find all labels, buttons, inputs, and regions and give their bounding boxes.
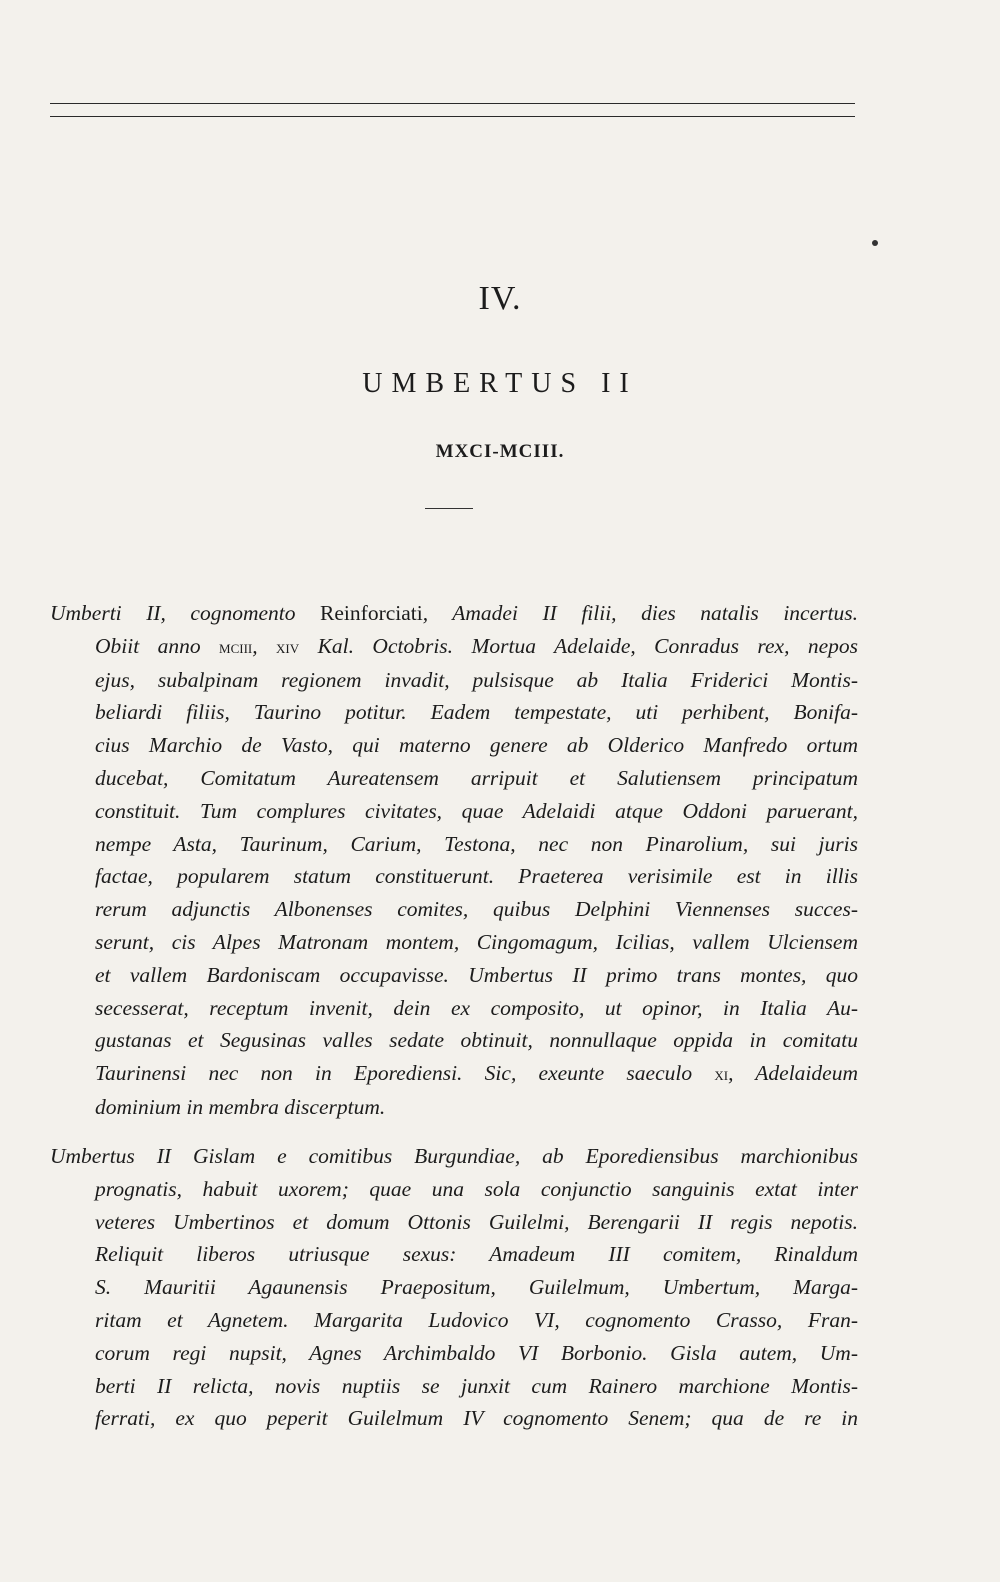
- text-line: et vallem Bardoniscam occupavisse. Umbertus II primo trans montes, quo: [95, 962, 858, 987]
- text-line: Umberti II, cognomento Reinforciati, Amadei II filii, dies natalis incertus.: [50, 601, 858, 625]
- title-divider: [425, 508, 473, 509]
- section-dates: MXCI-MCIII.: [435, 441, 565, 462]
- text-line: dominium in membra discerptum.: [95, 1094, 386, 1119]
- ink-dot: [872, 240, 878, 246]
- text-line: ejus, subalpinam regionem invadit, pulsisque ab Italia Friderici Montis-: [95, 667, 858, 692]
- text-line: factae, popularem statum constituerunt. Praeterea verisimile est in illis: [95, 864, 858, 889]
- text-line: veteres Umbertinos et domum Ottonis Guilelmi, Berengarii II regis nepotis.: [95, 1209, 858, 1234]
- text-line: ferrati, ex quo peperit Guilelmum IV cognomento Senem; qua de re in: [95, 1406, 858, 1431]
- paragraph-1: [50, 597, 858, 1124]
- section-title: UMBERTUS II: [362, 368, 638, 399]
- header-rule-bottom: [50, 116, 855, 117]
- text-line: Reliquit liberos utriusque sexus: Amadeum III comitem, Rinaldum: [95, 1242, 858, 1267]
- text-line: Umbertus II Gislam e comitibus Burgundiae, ab Eporediensibus marchionibus: [50, 1144, 858, 1168]
- text-line: corum regi nupsit, Agnes Archimbaldo VI Borbonio. Gisla autem, Um-: [95, 1340, 858, 1365]
- paragraph-2: [50, 1140, 858, 1435]
- text-line: Taurinensi nec non in Eporediensi. Sic, exeunte saeculo xi, Adelaideum: [95, 1061, 858, 1086]
- text-line: cius Marchio de Vasto, qui materno genere ab Olderico Manfredo ortum: [95, 733, 858, 758]
- text-line: prognatis, habuit uxorem; quae una sola conjunctio sanguinis extat inter: [95, 1176, 858, 1201]
- text-line: ducebat, Comitatum Aureatensem arripuit et Salutiensem principatum: [95, 765, 858, 790]
- header-rule-top: [50, 103, 855, 104]
- text-line: beliardi filiis, Taurino potitur. Eadem tempestate, uti perhibent, Bonifa-: [95, 700, 858, 725]
- text-line: S. Mauritii Agaunensis Praepositum, Guilelmum, Umbertum, Marga-: [95, 1275, 858, 1300]
- text-line: Obiit anno mciii, xiv Kal. Octobris. Mortua Adelaide, Conradus rex, nepos: [95, 633, 859, 658]
- section-number: IV.: [478, 280, 522, 317]
- text-line: constituit. Tum complures civitates, quae Adelaidi atque Oddoni paruerant,: [95, 798, 858, 823]
- text-line: secesserat, receptum invenit, dein ex composito, ut opinor, in Italia Au-: [95, 995, 858, 1020]
- text-line: rerum adjunctis Albonenses comites, quibus Delphini Viennenses succes-: [95, 897, 858, 922]
- text-line: gustanas et Segusinas valles sedate obtinuit, nonnullaque oppida in comitatu: [95, 1028, 858, 1053]
- text-line: nempe Asta, Taurinum, Carium, Testona, nec non Pinarolium, sui juris: [95, 831, 858, 856]
- text-line: ritam et Agnetem. Margarita Ludovico VI, cognomento Crasso, Fran-: [95, 1307, 858, 1332]
- text-line: serunt, cis Alpes Matronam montem, Cingomagum, Icilias, vallem Ulciensem: [95, 929, 858, 954]
- text-line: berti II relicta, novis nuptiis se junxit cum Rainero marchione Montis-: [95, 1373, 858, 1398]
